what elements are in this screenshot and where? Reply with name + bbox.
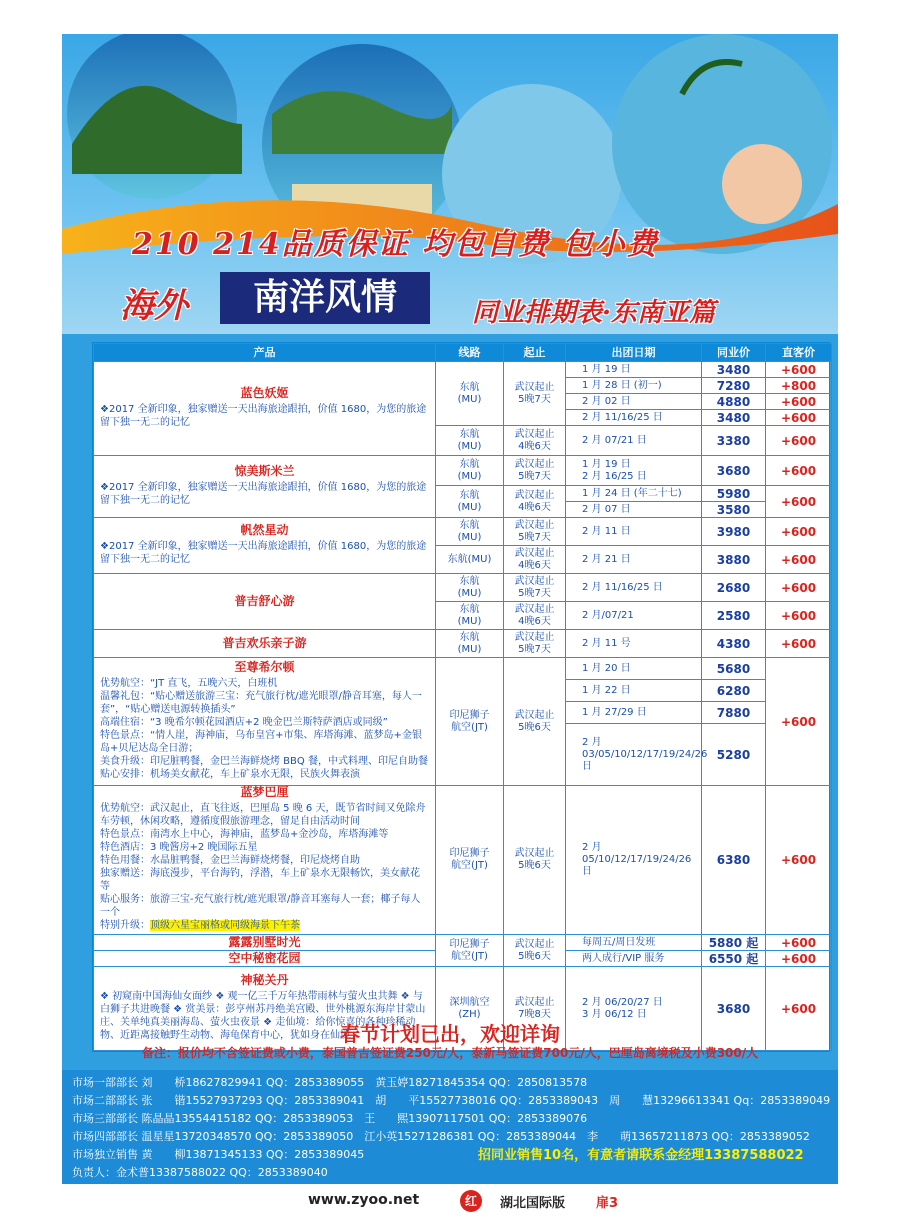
table-row [94, 630, 832, 658]
span-city: 武汉起止 [514, 848, 555, 859]
span-cell [504, 362, 566, 426]
product-desc: ❖2017 全新印象，独家赠送一天出海旅途跟拍，价值 1680，为您的旅途留下独一无二的记忆 [100, 540, 427, 565]
product-cell [94, 658, 436, 786]
route-name: 东航 [459, 519, 480, 531]
route-cell [436, 486, 504, 518]
contact-entry: 市场三部部长 陈晶晶13554415182 QQ：2853389053 [72, 1112, 354, 1125]
contact-row [72, 1164, 328, 1180]
header-dates: 出团日期 [566, 344, 702, 362]
trade-price-cell: 3680 [702, 456, 766, 486]
date-cell: 2 月 07 日 [566, 502, 702, 518]
span-city: 武汉起止 [514, 631, 555, 643]
direct-price-cell: +600 [766, 935, 832, 951]
span-cell [504, 935, 566, 967]
date-cell: 2 月 11/16/25 日 [566, 574, 702, 602]
span-cell [504, 602, 566, 630]
route-code: 航空(JT) [451, 721, 488, 733]
direct-price-cell: +600 [766, 951, 832, 967]
date-text: 1 月 19 日 [582, 458, 631, 470]
trade-price-cell: 4880 [702, 394, 766, 410]
product-cell [94, 786, 436, 935]
edition-label: 湖北国际版 [500, 1196, 566, 1211]
route-name: 东航 [459, 489, 480, 501]
route-name: 印尼狮子 [449, 848, 490, 859]
table-row [94, 456, 832, 486]
span-nights: 5晚7天 [518, 470, 551, 482]
route-cell [436, 630, 504, 658]
trade-price-cell: 3680 [702, 967, 766, 1051]
trade-price-cell: 3480 [702, 362, 766, 378]
direct-price-cell: +600 [766, 410, 832, 426]
span-city: 武汉起止 [514, 428, 555, 440]
contact-row [72, 1074, 598, 1090]
table-row [94, 658, 832, 680]
route-code: (ZH) [458, 1008, 481, 1020]
trade-price-cell: 2580 [702, 602, 766, 630]
span-nights: 5晚7天 [518, 587, 551, 599]
date-text: 2 月 16/25 日 [582, 470, 647, 482]
date-cell: 1 月 19 日 [566, 362, 702, 378]
trade-price-cell: 6550 起 [702, 951, 766, 967]
date-cell: 1 月 20 日 [566, 658, 702, 680]
table-row [94, 574, 832, 602]
span-nights: 7晚8天 [518, 1008, 551, 1020]
route-cell [436, 786, 504, 935]
product-name: 露露别墅时光 [228, 934, 301, 949]
product-name: 普吉欢乐亲子游 [222, 635, 307, 650]
contact-entry: 王 熙13907117501 QQ：2853389076 [364, 1112, 588, 1125]
span-city: 武汉起止 [514, 603, 555, 615]
route-code: (MU) [457, 587, 482, 599]
date-cell: 两人成行/VIP 服务 [566, 951, 702, 967]
table-row [94, 786, 832, 935]
span-nights: 5晚7天 [518, 393, 551, 405]
span-nights: 5晚7天 [518, 531, 551, 543]
date-cell: 2 月 07/21 日 [566, 426, 702, 456]
contact-entry: 市场一部部长 刘 桥18627829941 QQ：2853389055 [72, 1076, 365, 1089]
route-cell [436, 935, 504, 967]
route-cell [436, 658, 504, 786]
headline-prefix: 海外 [120, 286, 188, 326]
product-cell [94, 630, 436, 658]
product-name: 蓝色妖姬 [240, 385, 289, 400]
route-cell: 东航(MU) [436, 546, 504, 574]
contact-entry: 江小英15271286381 QQ：2853389044 [364, 1130, 577, 1143]
direct-price-cell: +600 [766, 456, 832, 486]
product-cell [94, 951, 436, 967]
product-cell [94, 362, 436, 456]
product-name: 空中秘密花园 [228, 950, 301, 965]
recruit-notice: 招同业销售10名，有意者请联系金经理13387588022 [478, 1148, 804, 1163]
span-nights: 5晚7天 [518, 643, 551, 655]
trade-price-cell: 3480 [702, 410, 766, 426]
direct-price-cell: +600 [766, 486, 832, 518]
route-name: 东航 [459, 381, 480, 393]
trade-price-cell: 5980 [702, 486, 766, 502]
contact-entry: 负责人：金术普13387588022 QQ：2853389040 [72, 1166, 328, 1179]
route-code: 航空(JT) [451, 950, 488, 962]
product-cell [94, 574, 436, 630]
product-cell [94, 456, 436, 518]
route-name: 东航 [459, 458, 480, 470]
span-city: 武汉起止 [514, 489, 555, 501]
span-nights: 4晚6天 [518, 501, 551, 513]
trade-price-cell: 2680 [702, 574, 766, 602]
date-text: 3 月 06/12 日 [582, 1008, 647, 1020]
contact-entry: 李 萌13657211873 QQ：2853389052 [587, 1130, 810, 1143]
contact-row [72, 1128, 810, 1144]
header-direct-price: 直客价 [766, 344, 832, 362]
product-cell [94, 518, 436, 574]
table-row [94, 362, 832, 378]
span-city: 武汉起止 [514, 547, 555, 559]
route-name: 东航 [459, 603, 480, 615]
header-trade-price: 同业价 [702, 344, 766, 362]
span-cell [504, 546, 566, 574]
date-cell: 每周五/周日发班 [566, 935, 702, 951]
span-city: 武汉起止 [514, 575, 555, 587]
date-text: 2 月 06/20/27 日 [582, 996, 663, 1008]
date-cell: 2 月 21 日 [566, 546, 702, 574]
span-nights: 4晚6天 [518, 440, 551, 452]
contact-row [72, 1110, 598, 1126]
direct-price-cell: +600 [766, 362, 832, 378]
direct-price-cell: +600 [766, 967, 832, 1051]
route-code: (MU) [457, 393, 482, 405]
contact-entry: 市场二部部长 张 锴15527937293 QQ：2853389041 [72, 1094, 365, 1107]
span-cell [504, 786, 566, 935]
highlight-upgrade: 顶级六星宝丽格或同级海景下午茶 [150, 920, 300, 931]
span-city: 武汉起止 [514, 381, 555, 393]
poster [62, 34, 838, 1184]
span-cell [504, 574, 566, 602]
date-cell: 2 月 03/05/10/12/17/19/24/26 日 [566, 724, 702, 786]
date-cell: 2 月 11 日 [566, 518, 702, 546]
route-code: (MU) [457, 470, 482, 482]
header-product: 产品 [94, 344, 436, 362]
trade-price-cell: 3980 [702, 518, 766, 546]
route-name: 东航 [459, 428, 480, 440]
span-nights: 5晚6天 [518, 950, 551, 962]
schedule-table-wrapper [92, 342, 830, 1052]
span-city: 武汉起止 [514, 519, 555, 531]
route-name: 印尼狮子 [449, 938, 490, 950]
route-cell [436, 574, 504, 602]
span-nights: 4晚6天 [518, 615, 551, 627]
product-name: 惊美斯米兰 [234, 463, 295, 478]
route-cell [436, 426, 504, 456]
trade-price-cell: 6380 [702, 786, 766, 935]
logo-icon: 红 [460, 1190, 482, 1212]
date-cell: 2 月 11/16/25 日 [566, 410, 702, 426]
span-cell [504, 630, 566, 658]
span-cell [504, 658, 566, 786]
schedule-table [93, 343, 832, 1051]
date-cell: 1 月 24 日 (年二十七) [566, 486, 702, 502]
contact-entry: 胡 平15527738016 QQ：2853389043 [375, 1094, 599, 1107]
header-route: 线路 [436, 344, 504, 362]
route-code: (MU) [457, 501, 482, 513]
product-desc-text: 优势航空：武汉起止，直飞往返，巴厘岛 5 晚 6 天，既节省时间又免除舟车劳顿，休闲攻略，遵循度假旅游理念，留足自由活动时间 特色景点：南湾水上中心，海神庙，蓝梦岛+金沙岛，库塔海滩等 特色酒店：3 晚酱房+2 晚国际五星 特色用餐：水晶脏鸭餐，金巴兰海鲜烧烤餐，印尼烧烤自助 独家赠送：海底漫步，平台海钓，浮潜，车上矿泉水无限畅饮，美女献花等 贴心服务：旅游三宝-充气旅行枕/遮光眼罩/静音耳塞每人一套；椰子每人一个 特别升级： [100, 803, 426, 931]
trade-price-cell: 4380 [702, 630, 766, 658]
page-number: 扉3 [596, 1196, 619, 1211]
date-cell: 1 月 27/29 日 [566, 702, 702, 724]
trade-price-cell: 3580 [702, 502, 766, 518]
direct-price-cell: +600 [766, 630, 832, 658]
product-cell [94, 935, 436, 951]
route-code: (MU) [457, 643, 482, 655]
span-nights: 5晚6天 [518, 860, 551, 871]
direct-price-cell: +600 [766, 546, 832, 574]
route-code: (MU) [457, 440, 482, 452]
route-cell [436, 456, 504, 486]
product-desc [94, 800, 435, 934]
span-nights: 5晚6天 [518, 721, 551, 733]
footer [0, 1184, 900, 1230]
span-cell [504, 456, 566, 486]
trade-price-cell: 5880 起 [702, 935, 766, 951]
date-cell: 2 月 02 日 [566, 394, 702, 410]
contact-entry: 周 慧13296613341 Qq：2853389049 [609, 1094, 831, 1107]
product-name: 帆然星动 [240, 522, 289, 537]
price-note: 备注：报价均不含签证费或小费，泰国普吉签证费250元/人，泰新马签证费700元/人，巴厘岛离境税及小费300/人 [141, 1046, 759, 1060]
trade-price-cell: 6280 [702, 680, 766, 702]
span-city: 武汉起止 [514, 458, 555, 470]
route-code: (MU) [457, 531, 482, 543]
website-link[interactable]: www.zyoo.net [308, 1192, 420, 1208]
span-city: 武汉起止 [514, 938, 555, 950]
contact-entry: 市场独立销售 黄 柳13871345133 QQ：2853389045 [72, 1148, 365, 1161]
route-cell [436, 602, 504, 630]
product-name: 神秘关丹 [240, 972, 289, 987]
contact-entry: 市场四部部长 温星星13720348570 QQ：2853389050 [72, 1130, 354, 1143]
trade-price-cell: 5280 [702, 724, 766, 786]
contact-row [72, 1146, 364, 1162]
contact-panel [62, 1070, 838, 1184]
route-name: 东航 [459, 631, 480, 643]
direct-price-cell: +600 [766, 602, 832, 630]
span-nights: 4晚6天 [518, 559, 551, 571]
route-name: 印尼狮子 [449, 709, 490, 721]
trade-price-cell: 3880 [702, 546, 766, 574]
route-code: (MU) [457, 615, 482, 627]
trade-price-cell: 5680 [702, 658, 766, 680]
hero-banner [62, 34, 838, 334]
span-city: 武汉起止 [514, 709, 555, 721]
contact-entry: 黄玉婷18271845354 QQ：2850813578 [375, 1076, 588, 1089]
date-cell: 2 月 11 号 [566, 630, 702, 658]
table-row [94, 518, 832, 546]
span-cell [504, 426, 566, 456]
direct-price-cell: +600 [766, 574, 832, 602]
contact-row [72, 1092, 830, 1108]
span-cell [504, 486, 566, 518]
direct-price-cell: +800 [766, 378, 832, 394]
product-desc: 优势航空：“JT 直飞，五晚六天，白班机 温馨礼包：“贴心赠送旅游三宝：充气旅行枕/遮光眼罩/静音耳塞，每人一套”，“贴心赠送电源转换插头” 高端住宿：“3 晚希尔顿花园酒店+2 晚金巴兰斯特萨酒店或同级” 特色景点：“情人崖，海神庙，乌布皇宫+市集、库塔海滩、蓝梦岛+金银岛+贝尼达岛全日游； 美食升级：印尼脏鸭餐，金巴兰海鲜烧烤 BBQ 餐，中式料理、印尼自助餐 贴心安排：机场美女献花，车上矿泉水无限，民族火舞表演 [100, 677, 428, 780]
header-span: 起止 [504, 344, 566, 362]
trade-price-cell: 7880 [702, 702, 766, 724]
direct-price-cell: +600 [766, 394, 832, 410]
trade-price-cell: 7280 [702, 378, 766, 394]
product-name: 普吉舒心游 [234, 593, 295, 608]
date-cell [566, 456, 702, 486]
product-name: 至尊希尔顿 [234, 659, 295, 674]
table-row [94, 935, 832, 951]
product-name: 蓝梦巴厘 [240, 785, 289, 799]
headline-title-box: 南洋风情 [220, 272, 430, 324]
direct-price-cell: +600 [766, 658, 832, 786]
route-cell [436, 362, 504, 426]
route-name: 深圳航空 [449, 996, 490, 1008]
span-cell [504, 518, 566, 546]
route-cell [436, 518, 504, 546]
date-cell: 2 月 05/10/12/17/19/24/26 日 [566, 786, 702, 935]
date-cell: 2 月/07/21 [566, 602, 702, 630]
direct-price-cell: +600 [766, 426, 832, 456]
spring-festival-banner: 春节计划已出，欢迎详询 [340, 1022, 560, 1046]
route-code: 航空(JT) [451, 860, 488, 871]
product-desc: ❖2017 全新印象，独家赠送一天出海旅途跟拍，价值 1680，为您的旅途留下独一无二的记忆 [100, 403, 427, 428]
route-name: 东航 [459, 575, 480, 587]
headline-quality: 210 214品质保证 均包自费 包小费 [132, 227, 659, 262]
date-cell: 1 月 28 日 (初一) [566, 378, 702, 394]
span-city: 武汉起止 [514, 996, 555, 1008]
product-desc: ❖2017 全新印象，独家赠送一天出海旅途跟拍，价值 1680，为您的旅途留下独一无二的记忆 [100, 481, 427, 506]
trade-price-cell: 3380 [702, 426, 766, 456]
product-desc: ❖ 初窥南中国海仙女面纱 ❖ 观一亿三千万年热带雨林与萤火虫共舞 ❖ 与白狮子共进晚餐 ❖ 赏美景：彭亨州苏丹绝美宫殿、世外桃源东海岸甘蒙山庄、关单纯真美丽海岛、萤火虫夜景 ❖ 走仙境：给你惊喜的各种珍稀动物、近距离接触野生动物、海龟保育中心，犹如身在仙境 [100, 990, 426, 1041]
direct-price-cell: +600 [766, 786, 832, 935]
headline-subtitle: 同业排期表·东南亚篇 [472, 298, 716, 328]
direct-price-cell: +600 [766, 518, 832, 546]
table-header-row [94, 344, 832, 362]
date-cell: 1 月 22 日 [566, 680, 702, 702]
